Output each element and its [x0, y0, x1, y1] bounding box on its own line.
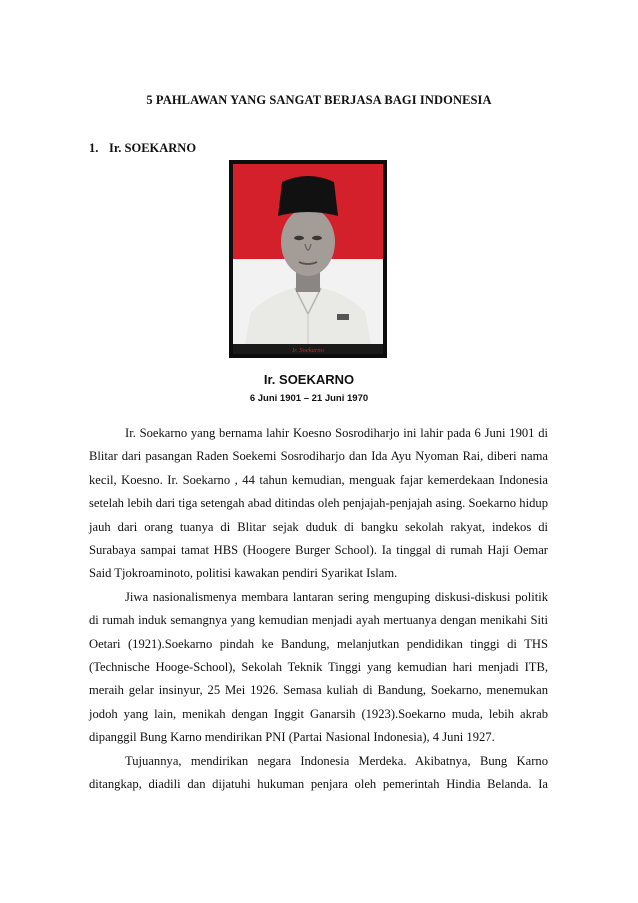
- portrait-inscription: Ir. Soekarno: [292, 347, 324, 354]
- portrait-illustration: [233, 164, 383, 354]
- paragraph: Jiwa nasionalismenya membara lantaran sering menguping diskusi-diskusi politik di rumah induk semangnya yang kemudian menjadi ayah mertuanya dengan menikahi Siti Oetari (1921).Soekarno pindah ke Bandung, melanjutkan pendidikan tinggi di THS (Technische Hooge-School), Sekolah Teknik Tinggi yang kemudian hari menjadi ITB, meraih gelar insinyur, 25 Mei 1926. Semasa kuliah di Bandung, Soekarno, menemukan jodoh yang lain, menikah dengan Inggit Ganarsih (1923).Soekarno muda, lebih akrab dipanggil Bung Karno mendirikan PNI (Partai Nasional Indonesia), 4 Juni 1927.: [89, 589, 548, 745]
- paragraph: Ir. Soekarno yang bernama lahir Koesno Sosrodiharjo ini lahir pada 6 Juni 1901 di Blitar dari pasangan Raden Soekemi Sosrodiharjo dan Ida Ayu Nyoman Rai, diberi nama kecil, Koesno. Ir. Soekarno , 44 tahun kemudian, menguak fajar kemerdekaan Indonesia setelah lebih dari tiga setengah abad ditindas oleh penjajah-penjajah asing. Soekarno hidup jauh dari orang tuanya di Blitar sejak duduk di bangku sekolah rakyat, indekos di Surabaya sampai tamat HBS (Hoogere Burger School). Ia tinggal di rumah Haji Oemar Said Tjokroaminoto, politisi kawakan pendiri Syarikat Islam.: [89, 426, 548, 581]
- body-text: [89, 422, 548, 797]
- caption-name: Ir. SOEKARNO: [263, 372, 355, 387]
- section-heading-text: Ir. SOEKARNO: [109, 141, 197, 155]
- paragraph: Tujuannya, mendirikan negara Indonesia Merdeka. Akibatnya, Bung Karno ditangkap, diadili dan dijatuhi hukuman penjara oleh pemerintah Hindia Belanda. Ia: [89, 753, 548, 792]
- caption-dates: 6 Juni 1901 – 21 Juni 1970: [249, 393, 369, 404]
- portrait-frame: [229, 160, 387, 358]
- section-heading: [89, 141, 196, 156]
- portrait-photo: [233, 164, 383, 354]
- document-title: 5 PAHLAWAN YANG SANGAT BERJASA BAGI INDONESIA: [146, 93, 492, 107]
- section-number: 1.: [89, 141, 99, 155]
